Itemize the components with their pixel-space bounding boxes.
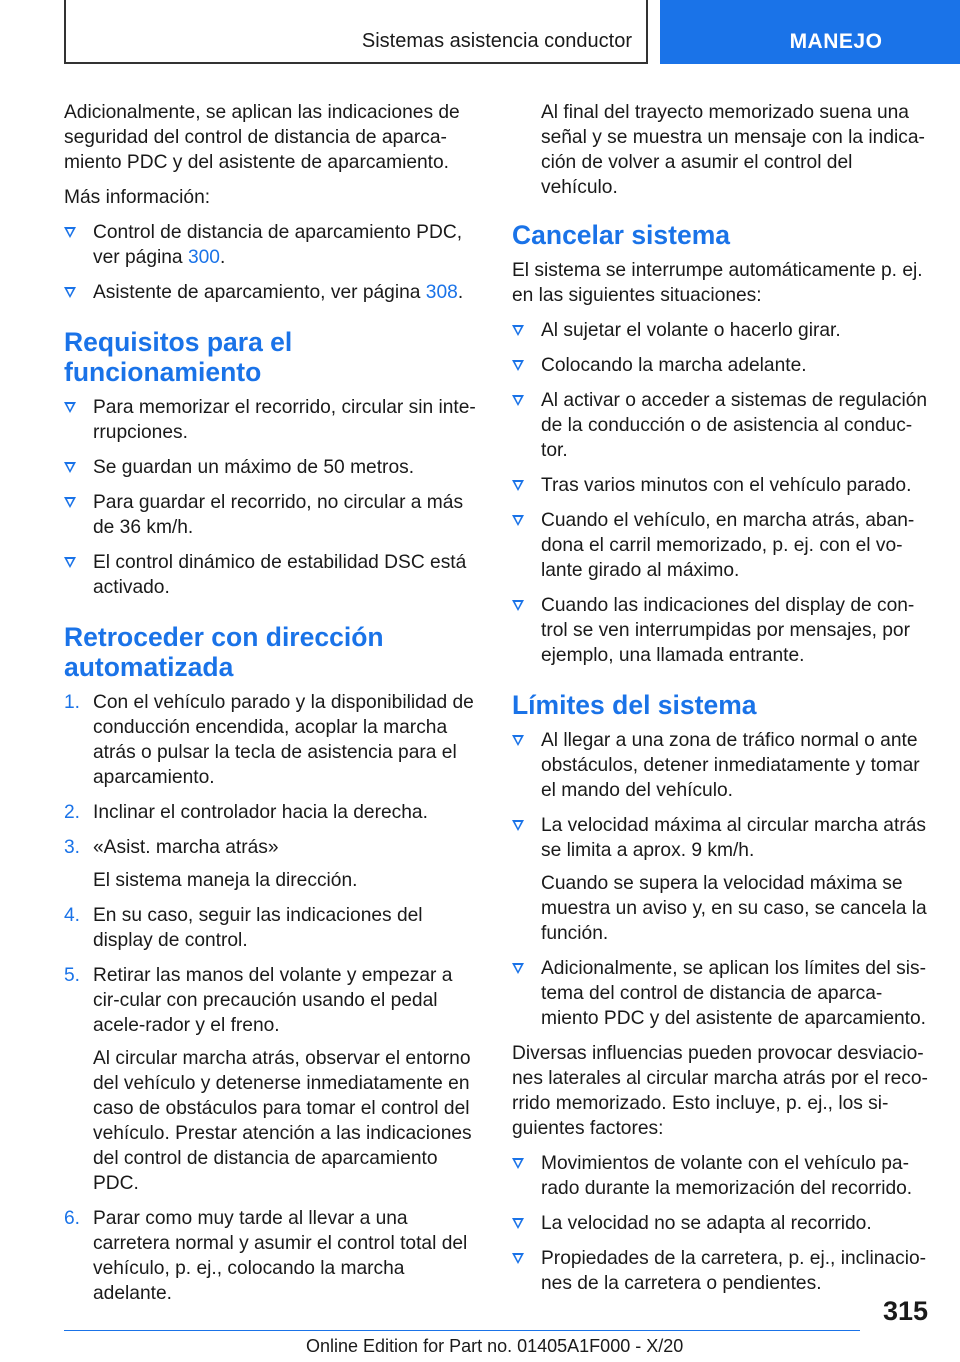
step-number: 5. — [64, 965, 81, 986]
reverse-assist-heading: Retroceder con dirección automatizada — [64, 622, 384, 682]
step-item: 2. Inclinar el controlador hacia la derecha. — [64, 802, 428, 823]
triangle-bullet-icon — [64, 497, 76, 508]
step-note: El sistema maneja la dirección. — [93, 870, 358, 891]
triangle-bullet-icon — [64, 227, 76, 238]
limits-list — [512, 728, 930, 1031]
intro-paragraph: Adicionalmente, se aplican las indicaciones de seguridad del control de distancia de aparca-miento PDC y del asistente de aparcamiento. — [64, 102, 460, 173]
triangle-bullet-icon — [512, 963, 524, 974]
list-item: Al llegar a una zona de tráfico normal o ante obstáculos, detener inmediatamente y tomar el mando del vehículo. — [512, 728, 930, 803]
list-item: Para memorizar el recorrido, circular sin inte-rrupciones. — [64, 395, 482, 445]
step-number: 3. — [64, 837, 81, 858]
list-item: La velocidad no se adapta al recorrido. — [512, 1211, 930, 1236]
triangle-bullet-icon — [512, 600, 524, 611]
list-item: Cuando el vehículo, en marcha atrás, aban-dona el carril memorizado, p. ej. con el vo-lante girado al máximo. — [512, 508, 930, 583]
page-link-308[interactable]: 308 — [425, 282, 458, 303]
step-number: 1. — [64, 692, 81, 713]
system-limits-heading: Límites del sistema — [512, 690, 757, 720]
list-item: Tras varios minutos con el vehículo parado. — [512, 473, 930, 498]
step-note: Al circular marcha atrás, observar el entorno del vehículo y detenerse inmediatamente en caso de obstáculos para tomar el control del vehículo. Prestar atención a las indicaciones del control de distancia de aparcamiento PDC. — [93, 1048, 472, 1194]
list-item: Cuando las indicaciones del display de con-trol se ven interrumpidas por mensajes, por ejemplo, una llamada entrante. — [512, 593, 930, 668]
list-item: Al activar o acceder a sistemas de regulación de la conducción o de asistencia al conduc-tor. — [512, 388, 930, 463]
step-number: 4. — [64, 905, 81, 926]
continuation-list — [512, 100, 930, 200]
list-item: Colocando la marcha adelante. — [512, 353, 930, 378]
reference-item: Asistente de aparcamiento, ver página 308. — [64, 280, 482, 305]
cancel-system-heading: Cancelar sistema — [512, 220, 731, 250]
list-item: Propiedades de la carretera, p. ej., inclinacio-nes de la carretera o pendientes. — [512, 1246, 930, 1296]
triangle-bullet-icon — [512, 325, 524, 336]
header-chapter-label: MANEJO — [789, 30, 883, 53]
list-item: El control dinámico de estabilidad DSC está activado. — [64, 550, 482, 600]
triangle-bullet-icon — [512, 480, 524, 491]
triangle-bullet-icon — [512, 1218, 524, 1229]
influences-paragraph: Diversas influencias pueden provocar desviacio-nes laterales al circular marcha atrás por el reco-rrido memorizado. Esto incluye, p. ej., los si-guientes factores: — [512, 1043, 928, 1139]
steps-list — [64, 690, 482, 1306]
triangle-bullet-icon — [512, 395, 524, 406]
requirements-heading: Requisitos para el funcionamiento — [64, 327, 293, 387]
reference-item: Control de distancia de aparcamiento PDC, ver página 300. — [64, 220, 482, 270]
step-item: 4. En su caso, seguir las indicaciones del display de control. — [64, 905, 423, 951]
header-chapter-tab[interactable] — [660, 0, 960, 64]
factors-list — [512, 1151, 930, 1296]
list-item: Movimientos de volante con el vehículo pa-rado durante la memorización del recorrido. — [512, 1151, 930, 1201]
list-item: Al sujetar el volante o hacerlo girar. — [512, 318, 930, 343]
triangle-bullet-icon — [512, 735, 524, 746]
list-item-continued: Al final del trayecto memorizado suena una señal y se muestra un mensaje con la indica-ción de volver a asumir el control del vehículo. — [541, 102, 925, 198]
triangle-bullet-icon — [64, 557, 76, 568]
triangle-bullet-icon — [512, 1158, 524, 1169]
list-item: Para guardar el recorrido, no circular a más de 36 km/h. — [64, 490, 482, 540]
triangle-bullet-icon — [64, 402, 76, 413]
right-column — [512, 100, 930, 1306]
triangle-bullet-icon — [512, 820, 524, 831]
triangle-bullet-icon — [512, 515, 524, 526]
list-item: La velocidad máxima al circular marcha atrás se limita a aprox. 9 km/h. Cuando se supera la velocidad máxima se muestra un aviso y, en su caso, se cancela la función. — [512, 813, 930, 946]
footer-edition: Online Edition for Part no. 01405A1F000 - X/20 — [306, 1336, 684, 1356]
step-item: 1. Con el vehículo parado y la disponibilidad de conducción encendida, acoplar la marcha atrás o pulsar la tecla de asistencia para el aparcamiento. — [64, 692, 474, 788]
step-number: 6. — [64, 1208, 81, 1229]
header-section-box — [64, 0, 648, 64]
list-item-note: Cuando se supera la velocidad máxima se muestra un aviso y, en su caso, se cancela la función. — [541, 873, 927, 944]
footer-divider — [64, 1330, 860, 1331]
cancel-intro-paragraph: El sistema se interrumpe automáticamente p. ej. en las siguientes situaciones: — [512, 260, 923, 306]
triangle-bullet-icon — [64, 287, 76, 298]
step-item: 5. Retirar las manos del volante y empezar a cir-cular con precaución usando el pedal acele-rador y el freno. Al circular marcha atrás, observar el entorno del vehículo y detenerse inmediatamente en caso de obstáculos para tomar el control del vehículo. Prestar atención a las indicaciones del control de distancia de aparcamiento PDC. — [64, 963, 482, 1196]
reference-list — [64, 220, 482, 305]
step-item: 3. «Asist. marcha atrás» El sistema maneja la dirección. — [64, 835, 482, 893]
triangle-bullet-icon — [64, 462, 76, 473]
step-number: 2. — [64, 802, 81, 823]
cancel-list — [512, 318, 930, 668]
requirements-list — [64, 395, 482, 600]
list-item: Adicionalmente, se aplican los límites del sis-tema del control de distancia de aparca-miento PDC y del asistente de aparcamiento. — [512, 956, 930, 1031]
page-link-300[interactable]: 300 — [187, 247, 220, 268]
triangle-bullet-icon — [512, 360, 524, 371]
header-section-title: Sistemas asistencia conductor — [361, 30, 632, 52]
more-info-label: Más información: — [64, 187, 211, 208]
page-number: 315 — [882, 1296, 928, 1326]
step-item: 6. Parar como muy tarde al llevar a una carretera normal y asumir el control total del vehículo, p. ej., colocando la marcha adelante. — [64, 1208, 468, 1304]
list-item: Se guardan un máximo de 50 metros. — [64, 455, 482, 480]
triangle-bullet-icon — [512, 1253, 524, 1264]
left-column — [64, 100, 482, 1316]
